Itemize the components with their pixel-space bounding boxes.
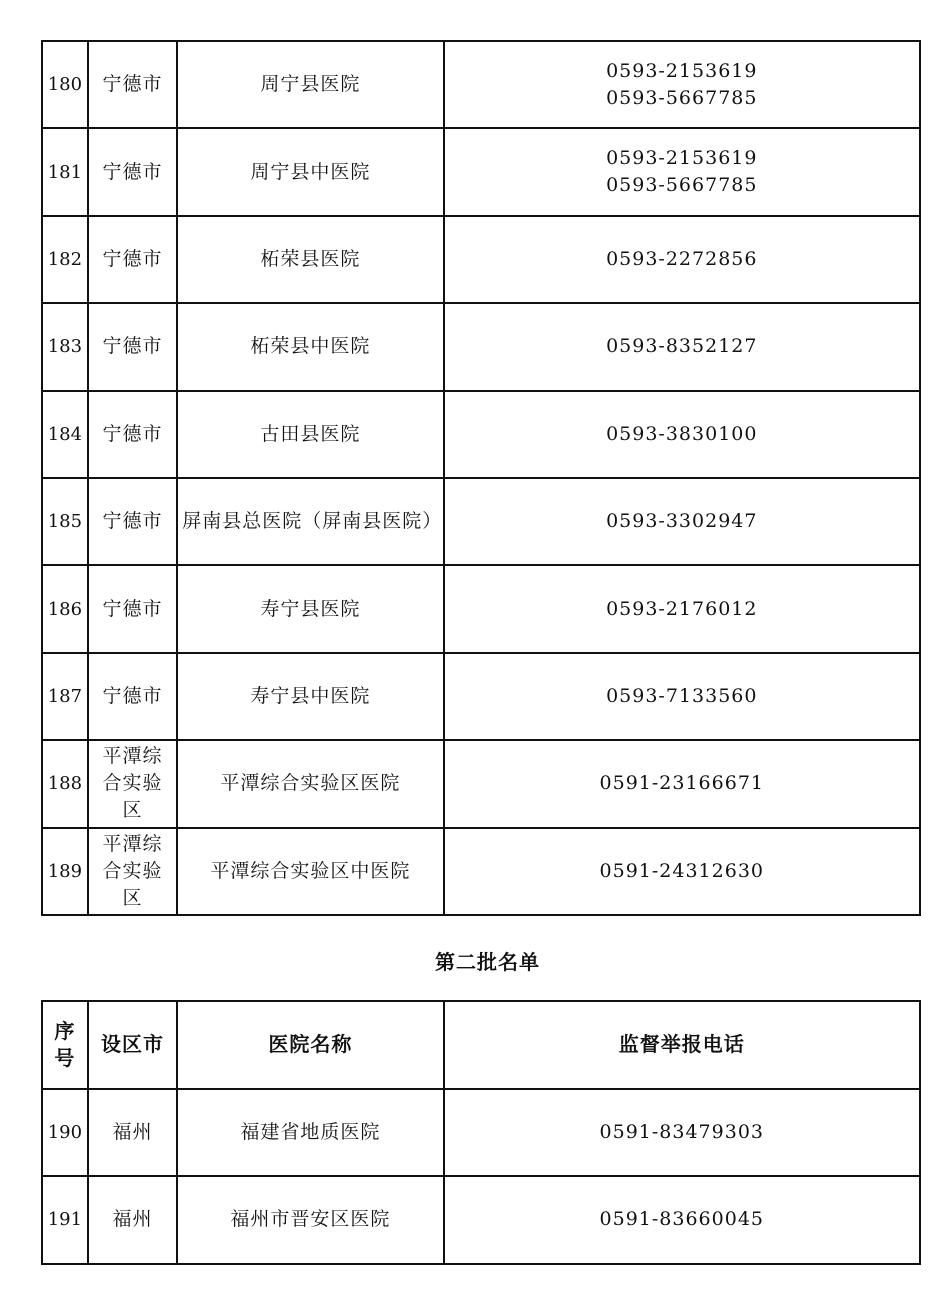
- hospital-table-batch-1: [41, 40, 921, 916]
- hospital-name-cell: 柘荣县医院: [177, 216, 443, 303]
- table-row: [42, 1089, 920, 1177]
- hospital-name-cell: 寿宁县中医院: [177, 653, 443, 740]
- phone-cell: [444, 1089, 920, 1177]
- column-header-number: 序号: [42, 1001, 88, 1089]
- hospital-name-cell: 屏南县总医院（屏南县医院）: [177, 478, 443, 565]
- row-number: 191: [42, 1176, 88, 1264]
- city-cell: 宁德市: [88, 478, 177, 565]
- city-cell: 宁德市: [88, 128, 177, 215]
- phone-cell: [444, 128, 920, 215]
- phone-cell: [444, 303, 920, 390]
- city-cell: 宁德市: [88, 565, 177, 652]
- phone-number: 0593-5667785: [606, 174, 758, 197]
- column-header-hospital: 医院名称: [177, 1001, 443, 1089]
- row-number: 187: [42, 653, 88, 740]
- table-row: [42, 216, 920, 303]
- phone-number: 0591-83479303: [599, 1120, 764, 1143]
- city-cell: 宁德市: [88, 391, 177, 478]
- hospital-name-cell: 寿宁县医院: [177, 565, 443, 652]
- table-row: [42, 478, 920, 565]
- city-cell: 平潭综合实验区: [88, 828, 177, 915]
- phone-number: 0593-2272856: [606, 247, 758, 270]
- city-cell: 平潭综合实验区: [88, 740, 177, 827]
- table-row: [42, 1176, 920, 1264]
- row-number: 190: [42, 1089, 88, 1177]
- hospital-name-cell: 福州市晋安区医院: [177, 1176, 443, 1264]
- phone-number: 0591-23166671: [599, 772, 764, 795]
- table-header-row: [42, 1001, 920, 1089]
- section-title: 第二批名单: [435, 950, 540, 974]
- column-header-phone: 监督举报电话: [444, 1001, 920, 1089]
- city-cell: 宁德市: [88, 216, 177, 303]
- phone-cell: [444, 478, 920, 565]
- phone-number: 0593-7133560: [606, 684, 758, 707]
- row-number: 188: [42, 740, 88, 827]
- phone-cell: [444, 216, 920, 303]
- row-number: 186: [42, 565, 88, 652]
- hospital-name-cell: 福建省地质医院: [177, 1089, 443, 1177]
- table-row: [42, 653, 920, 740]
- phone-cell: [444, 1176, 920, 1264]
- row-number: 183: [42, 303, 88, 390]
- table-row: [42, 303, 920, 390]
- hospital-name-cell: 古田县医院: [177, 391, 443, 478]
- hospital-name-cell: 柘荣县中医院: [177, 303, 443, 390]
- table-row: [42, 391, 920, 478]
- phone-number: 0591-24312630: [599, 859, 764, 882]
- phone-cell: [444, 565, 920, 652]
- row-number: 185: [42, 478, 88, 565]
- city-cell: 福州: [88, 1089, 177, 1177]
- phone-number: 0593-3830100: [606, 422, 758, 445]
- hospital-name-cell: 周宁县医院: [177, 41, 443, 128]
- city-cell: 宁德市: [88, 653, 177, 740]
- phone-number: 0593-2176012: [606, 597, 758, 620]
- city-cell: 宁德市: [88, 41, 177, 128]
- row-number: 180: [42, 41, 88, 128]
- table-row: [42, 740, 920, 827]
- phone-cell: [444, 41, 920, 128]
- phone-number: 0593-3302947: [606, 510, 758, 533]
- phone-cell: [444, 740, 920, 827]
- phone-cell: [444, 391, 920, 478]
- hospital-name-cell: 平潭综合实验区中医院: [177, 828, 443, 915]
- phone-number: 0593-5667785: [606, 86, 758, 109]
- phone-number: 0591-83660045: [599, 1208, 764, 1231]
- hospital-name-cell: 周宁县中医院: [177, 128, 443, 215]
- table-row: [42, 41, 920, 128]
- city-cell: 福州: [88, 1176, 177, 1264]
- hospital-name-cell: 平潭综合实验区医院: [177, 740, 443, 827]
- city-cell: 宁德市: [88, 303, 177, 390]
- phone-cell: [444, 653, 920, 740]
- table-row: [42, 828, 920, 915]
- row-number: 189: [42, 828, 88, 915]
- phone-number: 0593-8352127: [606, 335, 758, 358]
- phone-number: 0593-2153619: [606, 59, 758, 82]
- phone-cell: [444, 828, 920, 915]
- table-row: [42, 128, 920, 215]
- phone-number: 0593-2153619: [606, 147, 758, 170]
- hospital-table-batch-2: [41, 1000, 921, 1265]
- row-number: 181: [42, 128, 88, 215]
- column-header-city: 设区市: [88, 1001, 177, 1089]
- row-number: 182: [42, 216, 88, 303]
- table-row: [42, 565, 920, 652]
- row-number: 184: [42, 391, 88, 478]
